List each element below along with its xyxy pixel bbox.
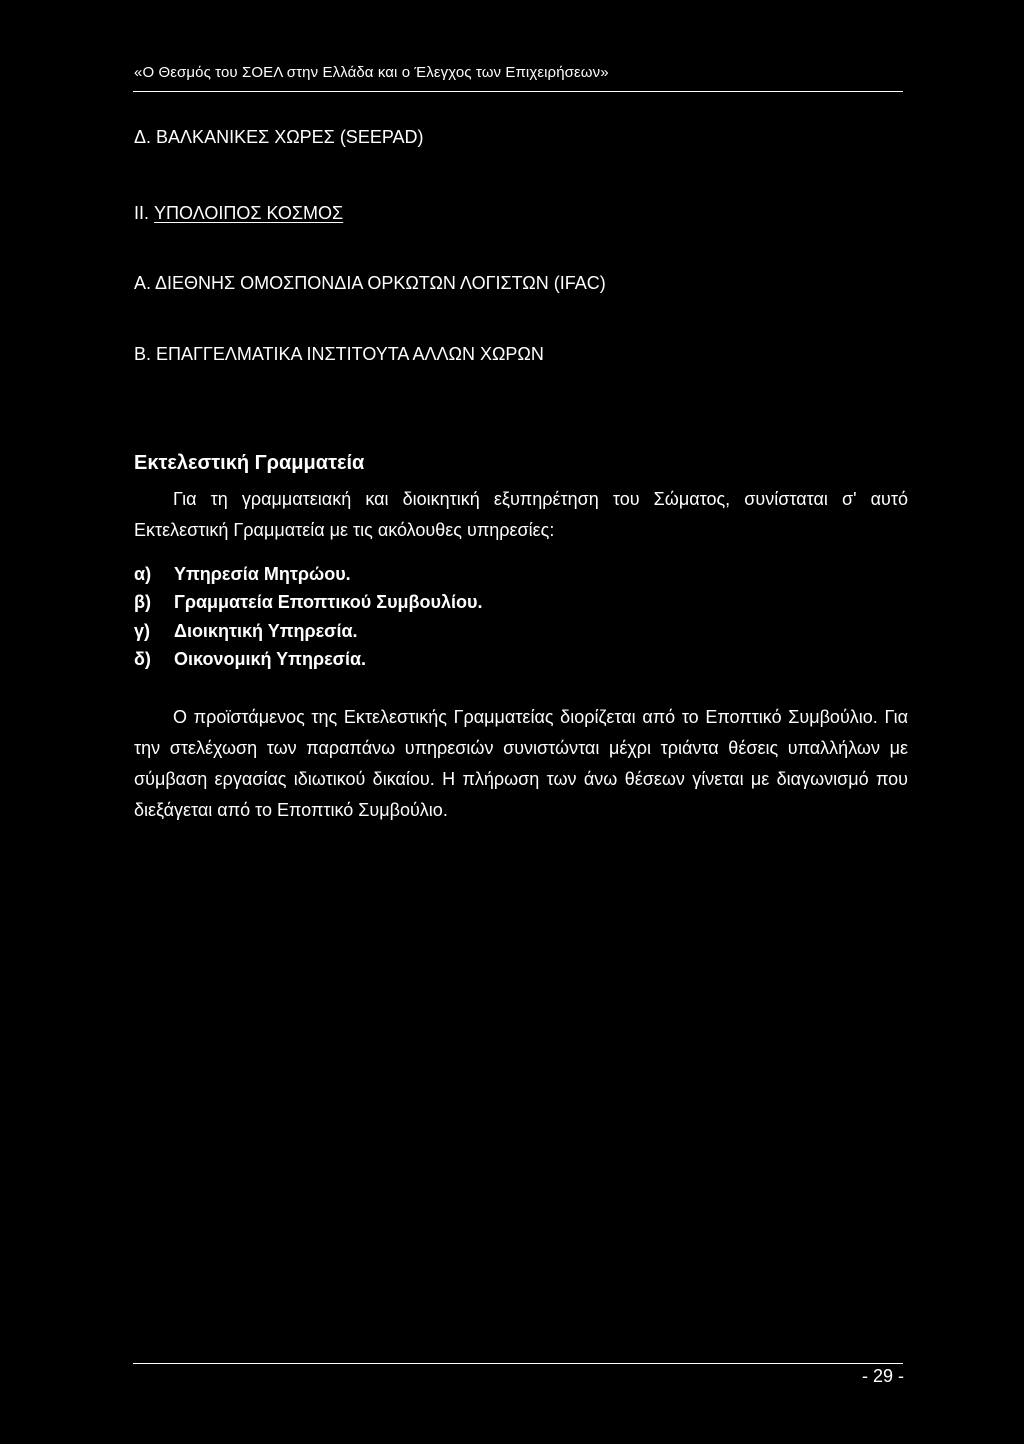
list-label: Διοικητική Υπηρεσία. (174, 620, 358, 641)
services-list (134, 560, 483, 674)
header-rule (133, 91, 903, 92)
list-item (134, 560, 483, 589)
footer-rule (133, 1363, 903, 1364)
list-marker: δ) (134, 649, 151, 670)
list-item (134, 646, 483, 675)
section-ii-prefix: II. (134, 203, 155, 223)
list-label: Οικονομική Υπηρεσία. (174, 649, 367, 670)
intro-paragraph: Για τη γραμματειακή και διοικητική εξυπηρέτηση του Σώματος, συνίσταται σ' αυτό Εκτελεστική Γραμματεία με τις ακόλουθες υπηρεσίες: (134, 489, 908, 540)
outline-item-b: Β. ΕΠΑΓΓΕΛΜΑΤΙΚΑ ΙΝΣΤΙΤΟΥΤΑ ΑΛΛΩΝ ΧΩΡΩΝ (134, 344, 544, 364)
list-label: Γραμματεία Εποπτικού Συμβουλίου. (174, 592, 483, 613)
list-marker: γ) (134, 620, 151, 641)
page-number: - 29 - (861, 1366, 904, 1386)
list-item (134, 617, 483, 646)
section-title: Εκτελεστική Γραμματεία (134, 452, 365, 474)
outline-section-ii (134, 203, 343, 224)
closing-paragraph: Ο προϊστάμενος της Εκτελεστικής Γραμματείας διορίζεται από το Εποπτικό Συμβούλιο. Για την στελέχωση των παραπάνω υπηρεσιών συνιστώνται μέχρι τριάντα θέσεις υπαλλήλων με σύμβαση εργασίας ιδιωτικού δικαίου. Η πλήρωση των άνω θέσεων γίνεται με διαγωνισμό που διεξάγεται από το Εποπτικό Συμβούλιο. (134, 707, 908, 820)
outline-item-d: Δ. ΒΑΛΚΑΝΙΚΕΣ ΧΩΡΕΣ (SEEPAD) (134, 127, 424, 147)
list-item (134, 589, 483, 618)
list-label: Υπηρεσία Μητρώου. (174, 563, 351, 584)
running-header: «Ο Θεσμός του ΣΟΕΛ στην Ελλάδα και ο Έλεγχος των Επιχειρήσεων» (134, 64, 609, 81)
section-ii-title: ΥΠΟΛΟΙΠΟΣ ΚΟΣΜΟΣ (154, 203, 344, 223)
list-marker: α) (134, 563, 152, 584)
outline-item-a: Α. ΔΙΕΘΝΗΣ ΟΜΟΣΠΟΝΔΙΑ ΟΡΚΩΤΩΝ ΛΟΓΙΣΤΩΝ (IFAC) (134, 273, 606, 293)
list-marker: β) (134, 592, 151, 613)
